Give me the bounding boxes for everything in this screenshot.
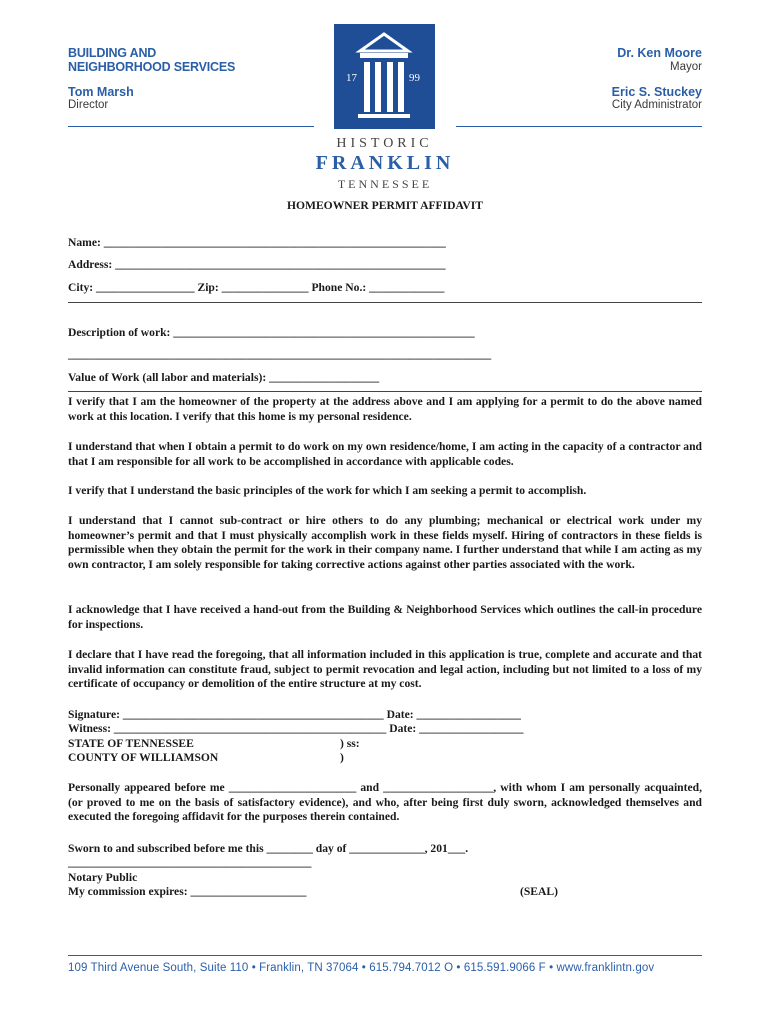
- signature-field[interactable]: Signature: _____________________________________________ Date: __________________: [68, 708, 521, 721]
- logo-city: FRANKLIN: [315, 152, 455, 174]
- notary-signature-field[interactable]: __________________________________________: [68, 856, 312, 869]
- city-zip-phone-field[interactable]: City: _________________ Zip: _______________ Phone No.: _____________: [68, 281, 445, 294]
- affidavit-paragraph-3: I verify that I understand the basic principles of the work for which I am seeking a permit to accomplish.: [68, 484, 587, 497]
- affidavit-paragraph-5: I acknowledge that I have received a hand-out from the Building & Neighborhood Services which outlines the call-in procedure for inspections.: [68, 603, 702, 631]
- value-of-work-field[interactable]: Value of Work (all labor and materials): ___________________: [68, 371, 380, 384]
- logo-state: TENNESSEE: [337, 177, 433, 191]
- commission-expires-field[interactable]: My commission expires: ____________________: [68, 885, 307, 898]
- affidavit-paragraph-1: I verify that I am the homeowner of the property at the address above and I am applying for a permit to do the above named work at this location. I verify that this home is my personal residence.: [68, 395, 702, 423]
- director-title: Director: [68, 99, 109, 111]
- notary-public-label: Notary Public: [68, 871, 138, 884]
- seal-label: (SEAL): [520, 885, 559, 898]
- director-name: Tom Marsh: [68, 85, 134, 99]
- logo-historic: HISTORIC: [336, 136, 433, 151]
- mayor-name: Dr. Ken Moore: [617, 46, 702, 60]
- department-name: [68, 46, 235, 74]
- city-seal-logo: [334, 24, 435, 129]
- administrator-title: City Administrator: [611, 99, 702, 111]
- name-field[interactable]: Name: ___________________________________________________________: [68, 236, 446, 249]
- witness-field[interactable]: Witness: _______________________________________________ Date: __________________: [68, 722, 524, 735]
- mayor-title: Mayor: [670, 61, 702, 73]
- personally-appeared-paragraph: Personally appeared before me ______________________ and ___________________, with whom I am personally acquainted, (or proved to me on the basis of satisfactory evidence), and who, after being first duly sworn, acknowledged themselves and executed the foregoing affidavit for the purposes therein contained.: [68, 781, 702, 824]
- administrator-name: Eric S. Stuckey: [611, 85, 702, 99]
- state-label: STATE OF TENNESSEE: [68, 737, 194, 750]
- department-line-1: BUILDING AND: [68, 46, 157, 60]
- department-line-2: NEIGHBORHOOD SERVICES: [68, 60, 236, 74]
- footer-address: 109 Third Avenue South, Suite 110 • Franklin, TN 37064 • 615.794.7012 O • 615.591.9066 F • www.franklintn.gov: [68, 962, 655, 974]
- description-field-continued[interactable]: _________________________________________________________________________: [68, 348, 492, 361]
- ss-label: ) ss:: [340, 737, 360, 750]
- form-title: HOMEOWNER PERMIT AFFIDAVIT: [286, 199, 484, 212]
- county-bracket: ): [340, 751, 344, 764]
- header-rule-left: [68, 126, 314, 127]
- affidavit-paragraph-6: I declare that I have read the foregoing, that all information included in this application is true, complete and accurate and that invalid information can constitute fraud, subject to permit revocation and legal action, including but not limited to a loss of my certificate of occupancy or demolition of the entire structure at my cost.: [68, 648, 702, 691]
- affidavit-paragraph-4: I understand that I cannot sub-contract or hire others to do any plumbing; mechanical or electrical work under my homeowner’s permit and that I must physically accomplish work in these fields myself. Hiring of contractors in these fields is permissible when they obtain the permit for the work in their company name. I further understand that while I am acting as my own contractor, I am solely responsible for taking corrective actions against other parties associated with the work.: [68, 514, 702, 571]
- section-divider-1: [68, 302, 702, 303]
- sworn-field[interactable]: Sworn to and subscribed before me this ________ day of _____________, 201___.: [68, 842, 469, 855]
- section-divider-2: [68, 391, 702, 392]
- logo-year-right: 99: [409, 72, 420, 84]
- logo-year-left: 17: [346, 72, 357, 84]
- header-rule-right: [456, 126, 702, 127]
- county-label: COUNTY OF WILLIAMSON: [68, 751, 219, 764]
- address-field[interactable]: Address: _________________________________________________________: [68, 258, 446, 271]
- affidavit-paragraph-2: I understand that when I obtain a permit to do work on my own residence/home, I am acting in the capacity of a contractor and that I am responsible for all work to be accomplished in accordance with applicable codes.: [68, 440, 702, 468]
- description-field[interactable]: Description of work: ____________________________________________________: [68, 326, 475, 339]
- footer-rule: [68, 955, 702, 956]
